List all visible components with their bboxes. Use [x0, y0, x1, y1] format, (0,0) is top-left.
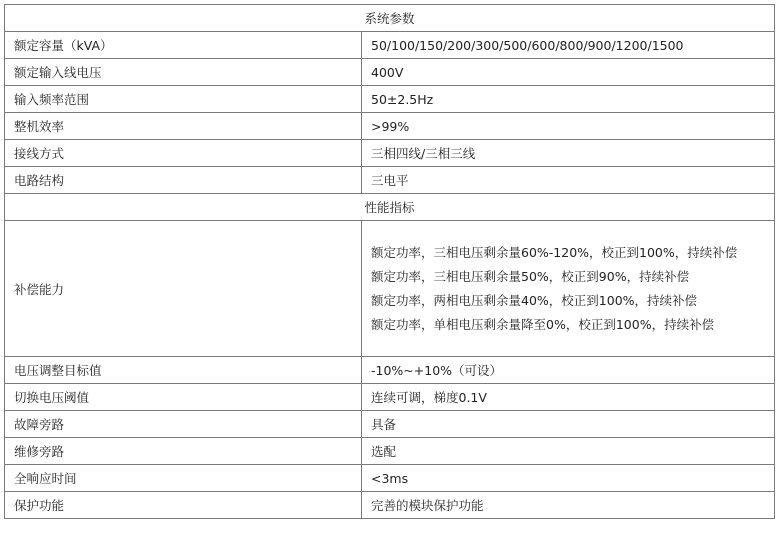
- row-label: 全响应时间: [5, 465, 362, 492]
- row-value: >99%: [362, 113, 775, 140]
- section-header-row: [5, 5, 775, 32]
- row-label: 电压调整目标值: [5, 357, 362, 384]
- table-row: [5, 113, 775, 140]
- table-row: [5, 357, 775, 384]
- row-label: 整机效率: [5, 113, 362, 140]
- row-label: 接线方式: [5, 140, 362, 167]
- row-value: 三电平: [362, 167, 775, 194]
- row-label: 额定容量（kVA）: [5, 32, 362, 59]
- row-value: 50/100/150/200/300/500/600/800/900/1200/1500: [362, 32, 775, 59]
- table-row: [5, 411, 775, 438]
- table-row: [5, 32, 775, 59]
- section-header-row: [5, 194, 775, 221]
- row-label: 补偿能力: [5, 221, 362, 357]
- row-label: 额定输入线电压: [5, 59, 362, 86]
- section-title-performance: 性能指标: [5, 194, 775, 221]
- row-value: 选配: [362, 438, 775, 465]
- row-label: 故障旁路: [5, 411, 362, 438]
- row-label: 切换电压阈值: [5, 384, 362, 411]
- table-row: [5, 59, 775, 86]
- row-label: 保护功能: [5, 492, 362, 519]
- section-title-system-params: 系统参数: [5, 5, 775, 32]
- table-row: [5, 384, 775, 411]
- row-value: <3ms: [362, 465, 775, 492]
- table-row-compensation: [5, 221, 775, 357]
- row-label: 维修旁路: [5, 438, 362, 465]
- row-value: 具备: [362, 411, 775, 438]
- table-row: [5, 86, 775, 113]
- table-row: [5, 492, 775, 519]
- row-value: 连续可调，梯度0.1V: [362, 384, 775, 411]
- row-label: 输入频率范围: [5, 86, 362, 113]
- table-row: [5, 140, 775, 167]
- table-row: [5, 438, 775, 465]
- row-value: 400V: [362, 59, 775, 86]
- table-row: [5, 465, 775, 492]
- row-value-multiline: [362, 221, 775, 357]
- row-value: 三相四线/三相三线: [362, 140, 775, 167]
- compensation-line: 额定功率，两相电压剩余量40%，校正到100%，持续补偿: [371, 292, 698, 308]
- spec-table: [4, 4, 775, 519]
- compensation-line: 额定功率，三相电压剩余量50%，校正到90%，持续补偿: [371, 268, 690, 284]
- compensation-line: 额定功率，单相电压剩余量降至0%，校正到100%，持续补偿: [371, 316, 715, 332]
- compensation-line: 额定功率，三相电压剩余量60%-120%，校正到100%，持续补偿: [371, 244, 738, 260]
- row-value: 50±2.5Hz: [362, 86, 775, 113]
- row-value: 完善的模块保护功能: [362, 492, 775, 519]
- table-row: [5, 167, 775, 194]
- row-value: -10%~+10%（可设）: [362, 357, 775, 384]
- row-label: 电路结构: [5, 167, 362, 194]
